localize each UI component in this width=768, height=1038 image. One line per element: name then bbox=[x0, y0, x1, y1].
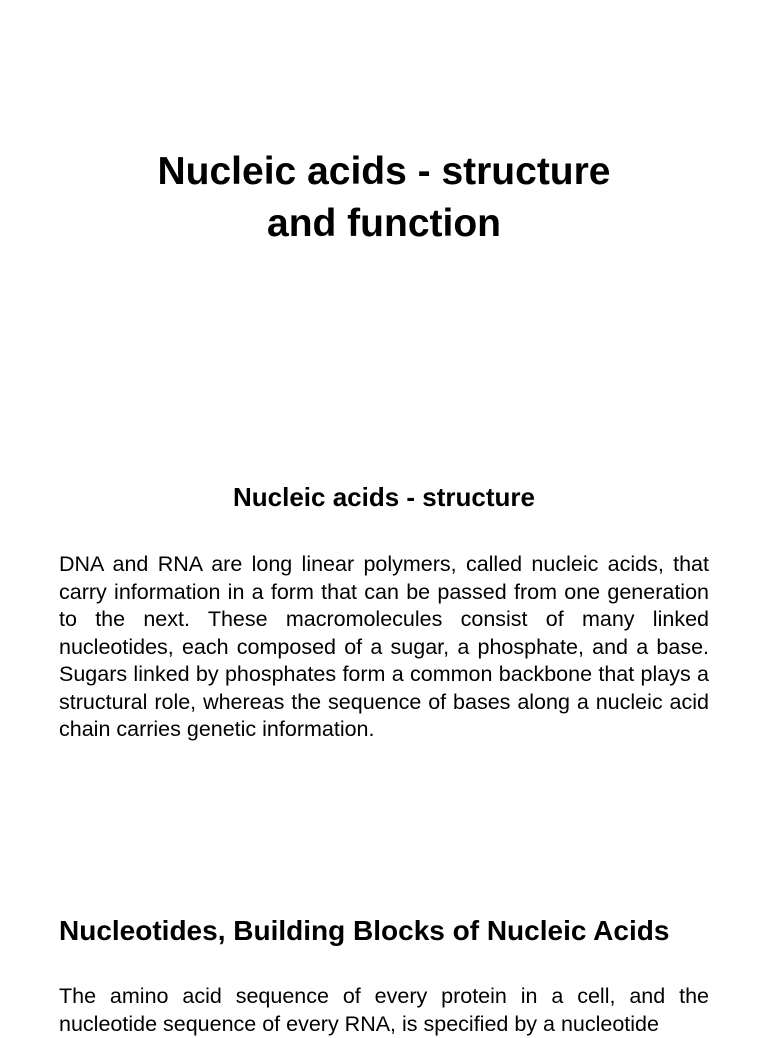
section-heading-nucleotides: Nucleotides, Building Blocks of Nucleic Acids bbox=[59, 915, 670, 946]
section-body-structure: DNA and RNA are long linear polymers, called nucleic acids, that carry information in a form that can be passed from one generation to the next. These macromolecules consist of many linked nucleotides, each composed of a sugar, a phosphate, and a base. Sugars linked by phosphates form a common backbone that plays a structural role, whereas the sequence of bases along a nucleic acid chain carries genetic information. bbox=[59, 552, 709, 741]
section-body-nucleotides: The amino acid sequence of every protein in a cell, and the nucleotide sequence of every RNA, is specified by a nucleotide bbox=[59, 984, 709, 1036]
page-title: Nucleic acids - structure and function bbox=[157, 150, 611, 245]
section-heading-structure: Nucleic acids - structure bbox=[233, 482, 535, 512]
